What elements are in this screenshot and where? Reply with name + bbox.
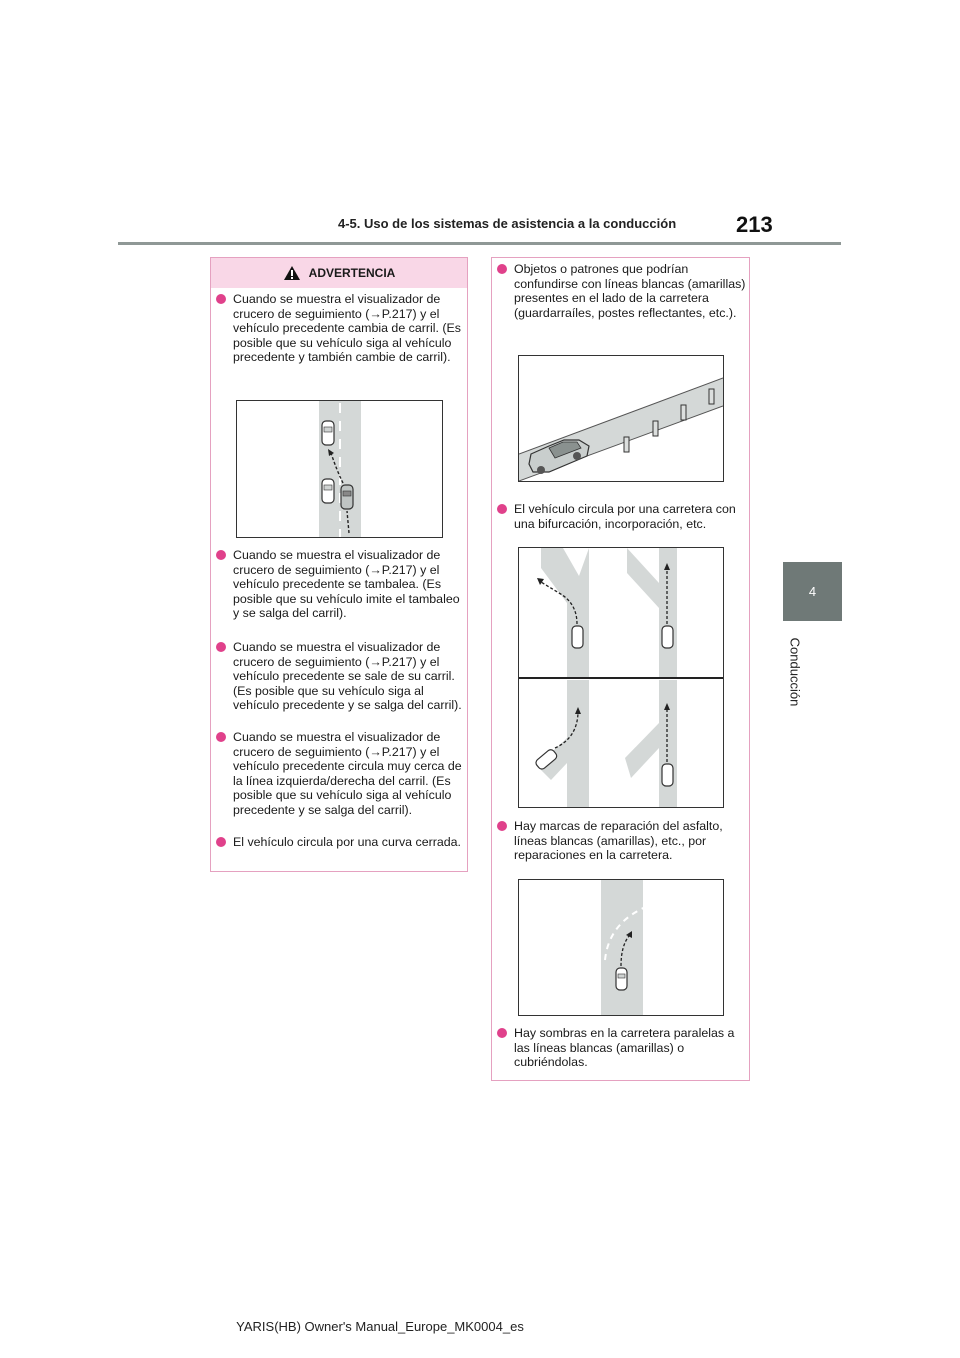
warning-triangle-icon <box>283 265 301 281</box>
figure-lane-change <box>236 400 443 538</box>
warning-item <box>214 548 465 621</box>
car-icon <box>341 485 353 509</box>
warning-item <box>495 502 750 531</box>
warning-item <box>214 835 465 850</box>
sedan-car-icon <box>529 440 589 474</box>
warning-item-text: El vehículo circula por una curva cerrada. <box>233 835 461 849</box>
car-icon <box>322 421 334 445</box>
chapter-tab: 4 <box>783 562 842 621</box>
warning-item-text: Hay marcas de reparación del asfalto, líneas blancas (amarillas), etc., por reparaciones en la carretera. <box>514 819 723 863</box>
warning-item <box>214 292 465 365</box>
bullet-dot-icon <box>497 1028 507 1038</box>
warning-item <box>214 730 465 818</box>
chapter-label: Conducción <box>787 637 803 707</box>
section-title: 4-5. Uso de los sistemas de asistencia a la conducción <box>338 216 677 231</box>
header-rule <box>118 242 841 245</box>
car-icon <box>322 479 334 503</box>
car-icon <box>616 968 627 990</box>
chapter-label-wrap <box>784 632 806 712</box>
bullet-dot-icon <box>216 837 226 847</box>
footer-text: YARIS(HB) Owner's Manual_Europe_MK0004_es <box>236 1319 524 1334</box>
warning-item-text: Cuando se muestra el visualizador de crucero de seguimiento (→P.217) y el vehículo precedente cambia de carril. (Es posible que su vehículo siga al vehículo precedente y también cambie de carril). <box>233 292 461 365</box>
figure-road-fork <box>518 547 724 808</box>
warning-item-text: Cuando se muestra el visualizador de crucero de seguimiento (→P.217) y el vehículo precedente se tambalea. (Es posible que su vehículo imite el tambaleo y se salga del carril). <box>233 548 460 621</box>
warning-item-text: El vehículo circula por una carretera con una bifurcación, incorporación, etc. <box>514 502 736 531</box>
bullet-dot-icon <box>497 821 507 831</box>
warning-item <box>495 262 750 320</box>
warning-header <box>211 258 467 288</box>
continued-warning-box <box>491 257 750 1081</box>
bullet-dot-icon <box>216 642 226 652</box>
warning-item-text: Objetos o patrones que podrían confundirse con líneas blancas (amarillas) presentes en el lado de la carretera (guardarraíles, postes reflectantes, etc.). <box>514 262 746 320</box>
warning-title: ADVERTENCIA <box>308 266 396 280</box>
figure-road-repair <box>518 879 724 1016</box>
bullet-dot-icon <box>216 550 226 560</box>
warning-item <box>214 640 465 713</box>
bullet-dot-icon <box>216 294 226 304</box>
warning-item-text: Cuando se muestra el visualizador de crucero de seguimiento (→P.217) y el vehículo precedente circula muy cerca de la línea izquierda/derecha del carril. (Es posible que su vehículo siga al vehículo precedente y se salga del carril). <box>233 730 462 817</box>
figure-guardrails <box>518 355 724 482</box>
warning-item-text: Cuando se muestra el visualizador de crucero de seguimiento (→P.217) y el vehículo precedente se sale de su carril. (Es posible que su vehículo siga al vehículo precedente y se salga del carril). <box>233 640 462 713</box>
warning-item <box>495 819 750 863</box>
warning-item <box>495 1026 750 1070</box>
warning-box <box>210 257 468 872</box>
page-number: 213 <box>736 212 773 237</box>
bullet-dot-icon <box>216 732 226 742</box>
warning-item-text: Hay sombras en la carretera paralelas a las líneas blancas (amarillas) o cubriéndolas. <box>514 1026 735 1070</box>
bullet-dot-icon <box>497 264 507 274</box>
bullet-dot-icon <box>497 504 507 514</box>
footer <box>0 1319 960 1334</box>
